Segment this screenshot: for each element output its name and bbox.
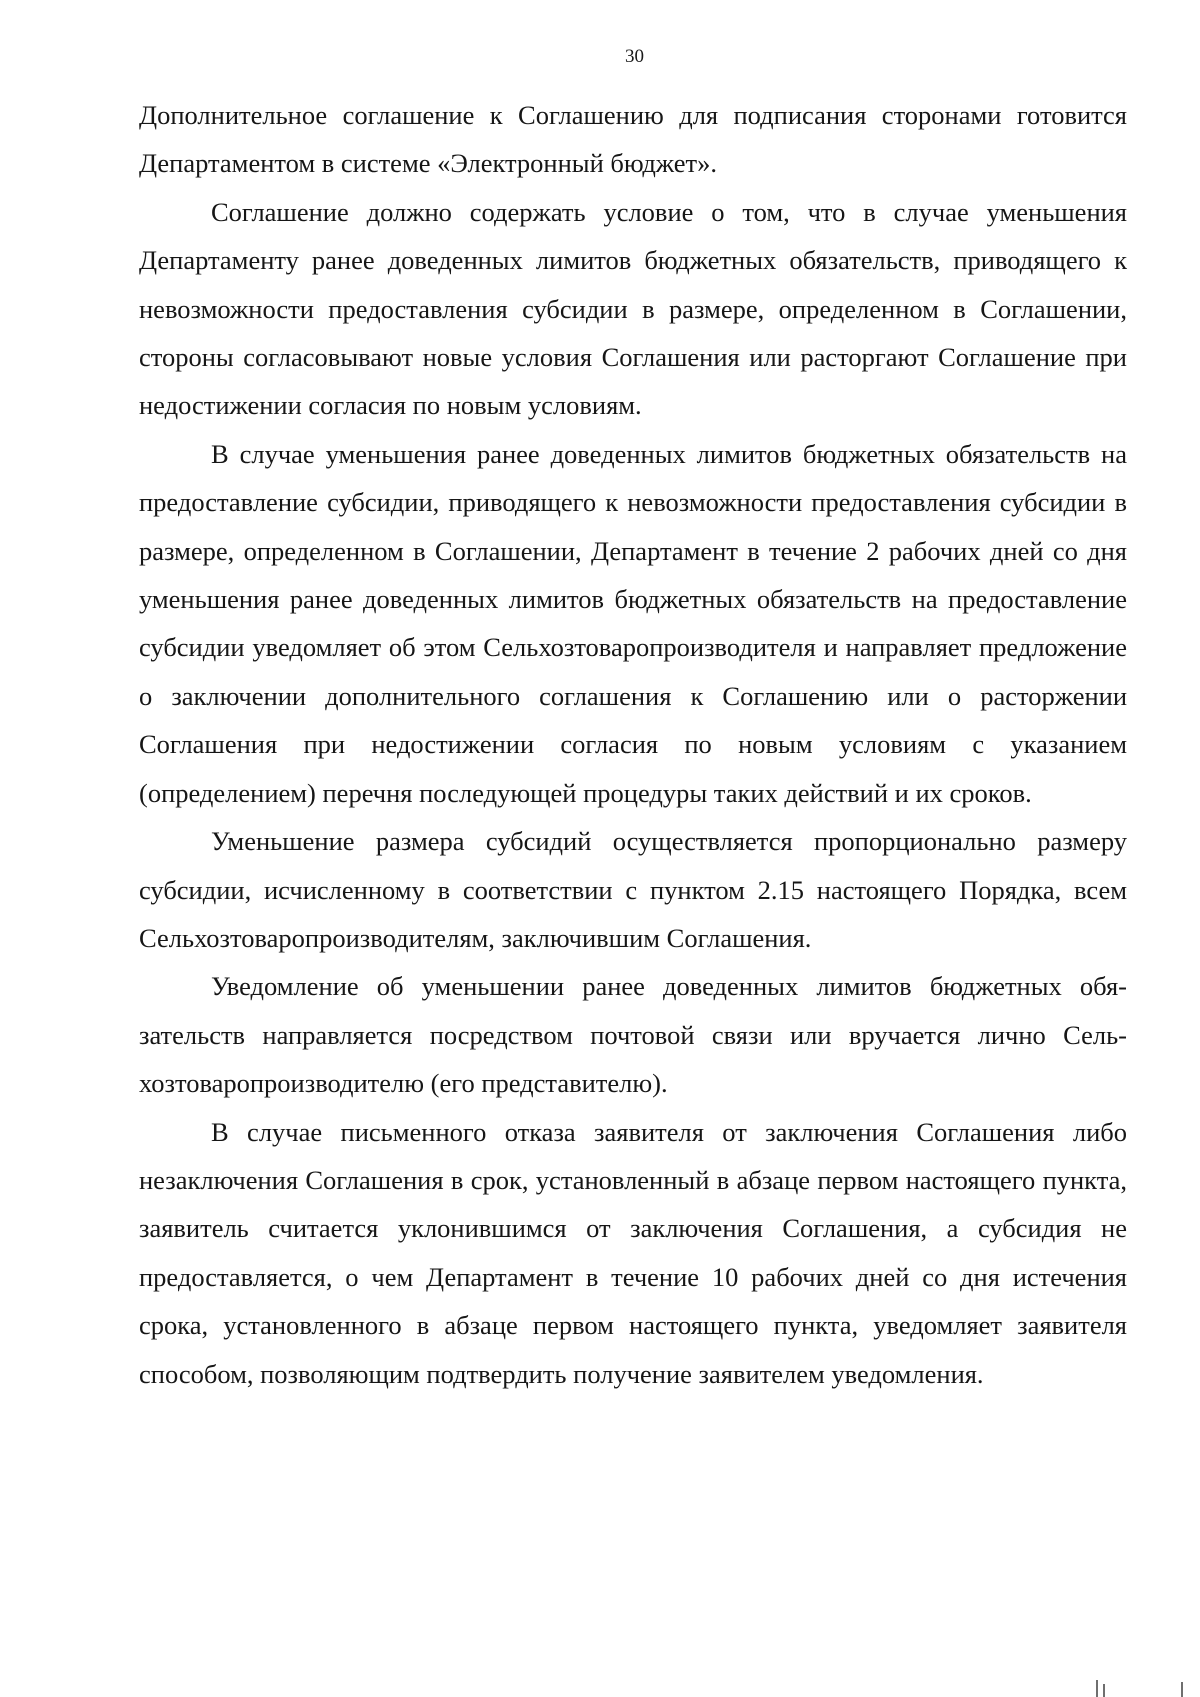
page-number: 30: [625, 46, 644, 67]
paragraph-proportional-reduction: Уменьшение размера субсидий осуществляется пропорционально размеру субсидии, исчисленному в соответствии с пунктом 2.15 настоящего Порядка, всем Сельхозтоваропроизводителям, заключившим Соглашения.: [139, 826, 1127, 953]
paragraph-additional-agreement: Дополнительное соглашение к Соглашению для подписания сторонами готовится Департаментом в системе «Электронный бюджет».: [139, 100, 1127, 179]
paragraph-refusal: В случае письменного отказа заявителя от заключения Соглашения либо незаключения Соглашения в срок, установленный в абзаце первом настоящего пункта, заявитель считается уклонившимся от заключения Соглашения, а субсидия не предоставляется, о чем Департамент в течение 10 рабочих дней со дня истечения срока, установленного в абзаце первом настоящего пункта, уведомляет заявителя способом, позволяющим подтвердить получение заявителем уведомления.: [139, 1116, 1127, 1389]
scan-artifact: [1096, 1680, 1098, 1697]
paragraph-agreement-conditions: Соглашение должно содержать условие о том, что в случае уменьшения Департаменту ранее доведенных лимитов бюджетных обязательств, приводящего к невозможности предоставления субсидии в размере, определенном в Соглашении, стороны согласовывают новые условия Соглашения или расторгают Соглашение при недостижении согласия по новым условиям.: [139, 196, 1127, 421]
scan-artifact: [1181, 1682, 1183, 1697]
scan-artifact: [1103, 1684, 1105, 1697]
document-body: [139, 91, 1127, 1398]
paragraph-limits-reduction: В случае уменьшения ранее доведенных лимитов бюджетных обязательств на предоставление субсидии, приводящего к невозможности предоставления субсидии в размере, определенном в Соглашении, Департамент в течение 2 рабочих дней со дня уменьшения ранее доведенных лимитов бюджетных обязательств на предоставление субсидии уведомляет об этом Сельхозтоваропроизводителя и направляет предложение о заключении дополнительного соглашения к Соглашению или о расторжении Соглашения при недостижении согласия по новым условиям с указанием (определением) перечня последующей процедуры таких действий и их сроков.: [139, 438, 1127, 808]
paragraph-notification: Уведомление об уменьшении ранее доведенных лимитов бюджетных обязательств направляется посредством почтовой связи или вручается лично Сельхозтоваропроизводителю (его представителю).: [139, 971, 1127, 1099]
